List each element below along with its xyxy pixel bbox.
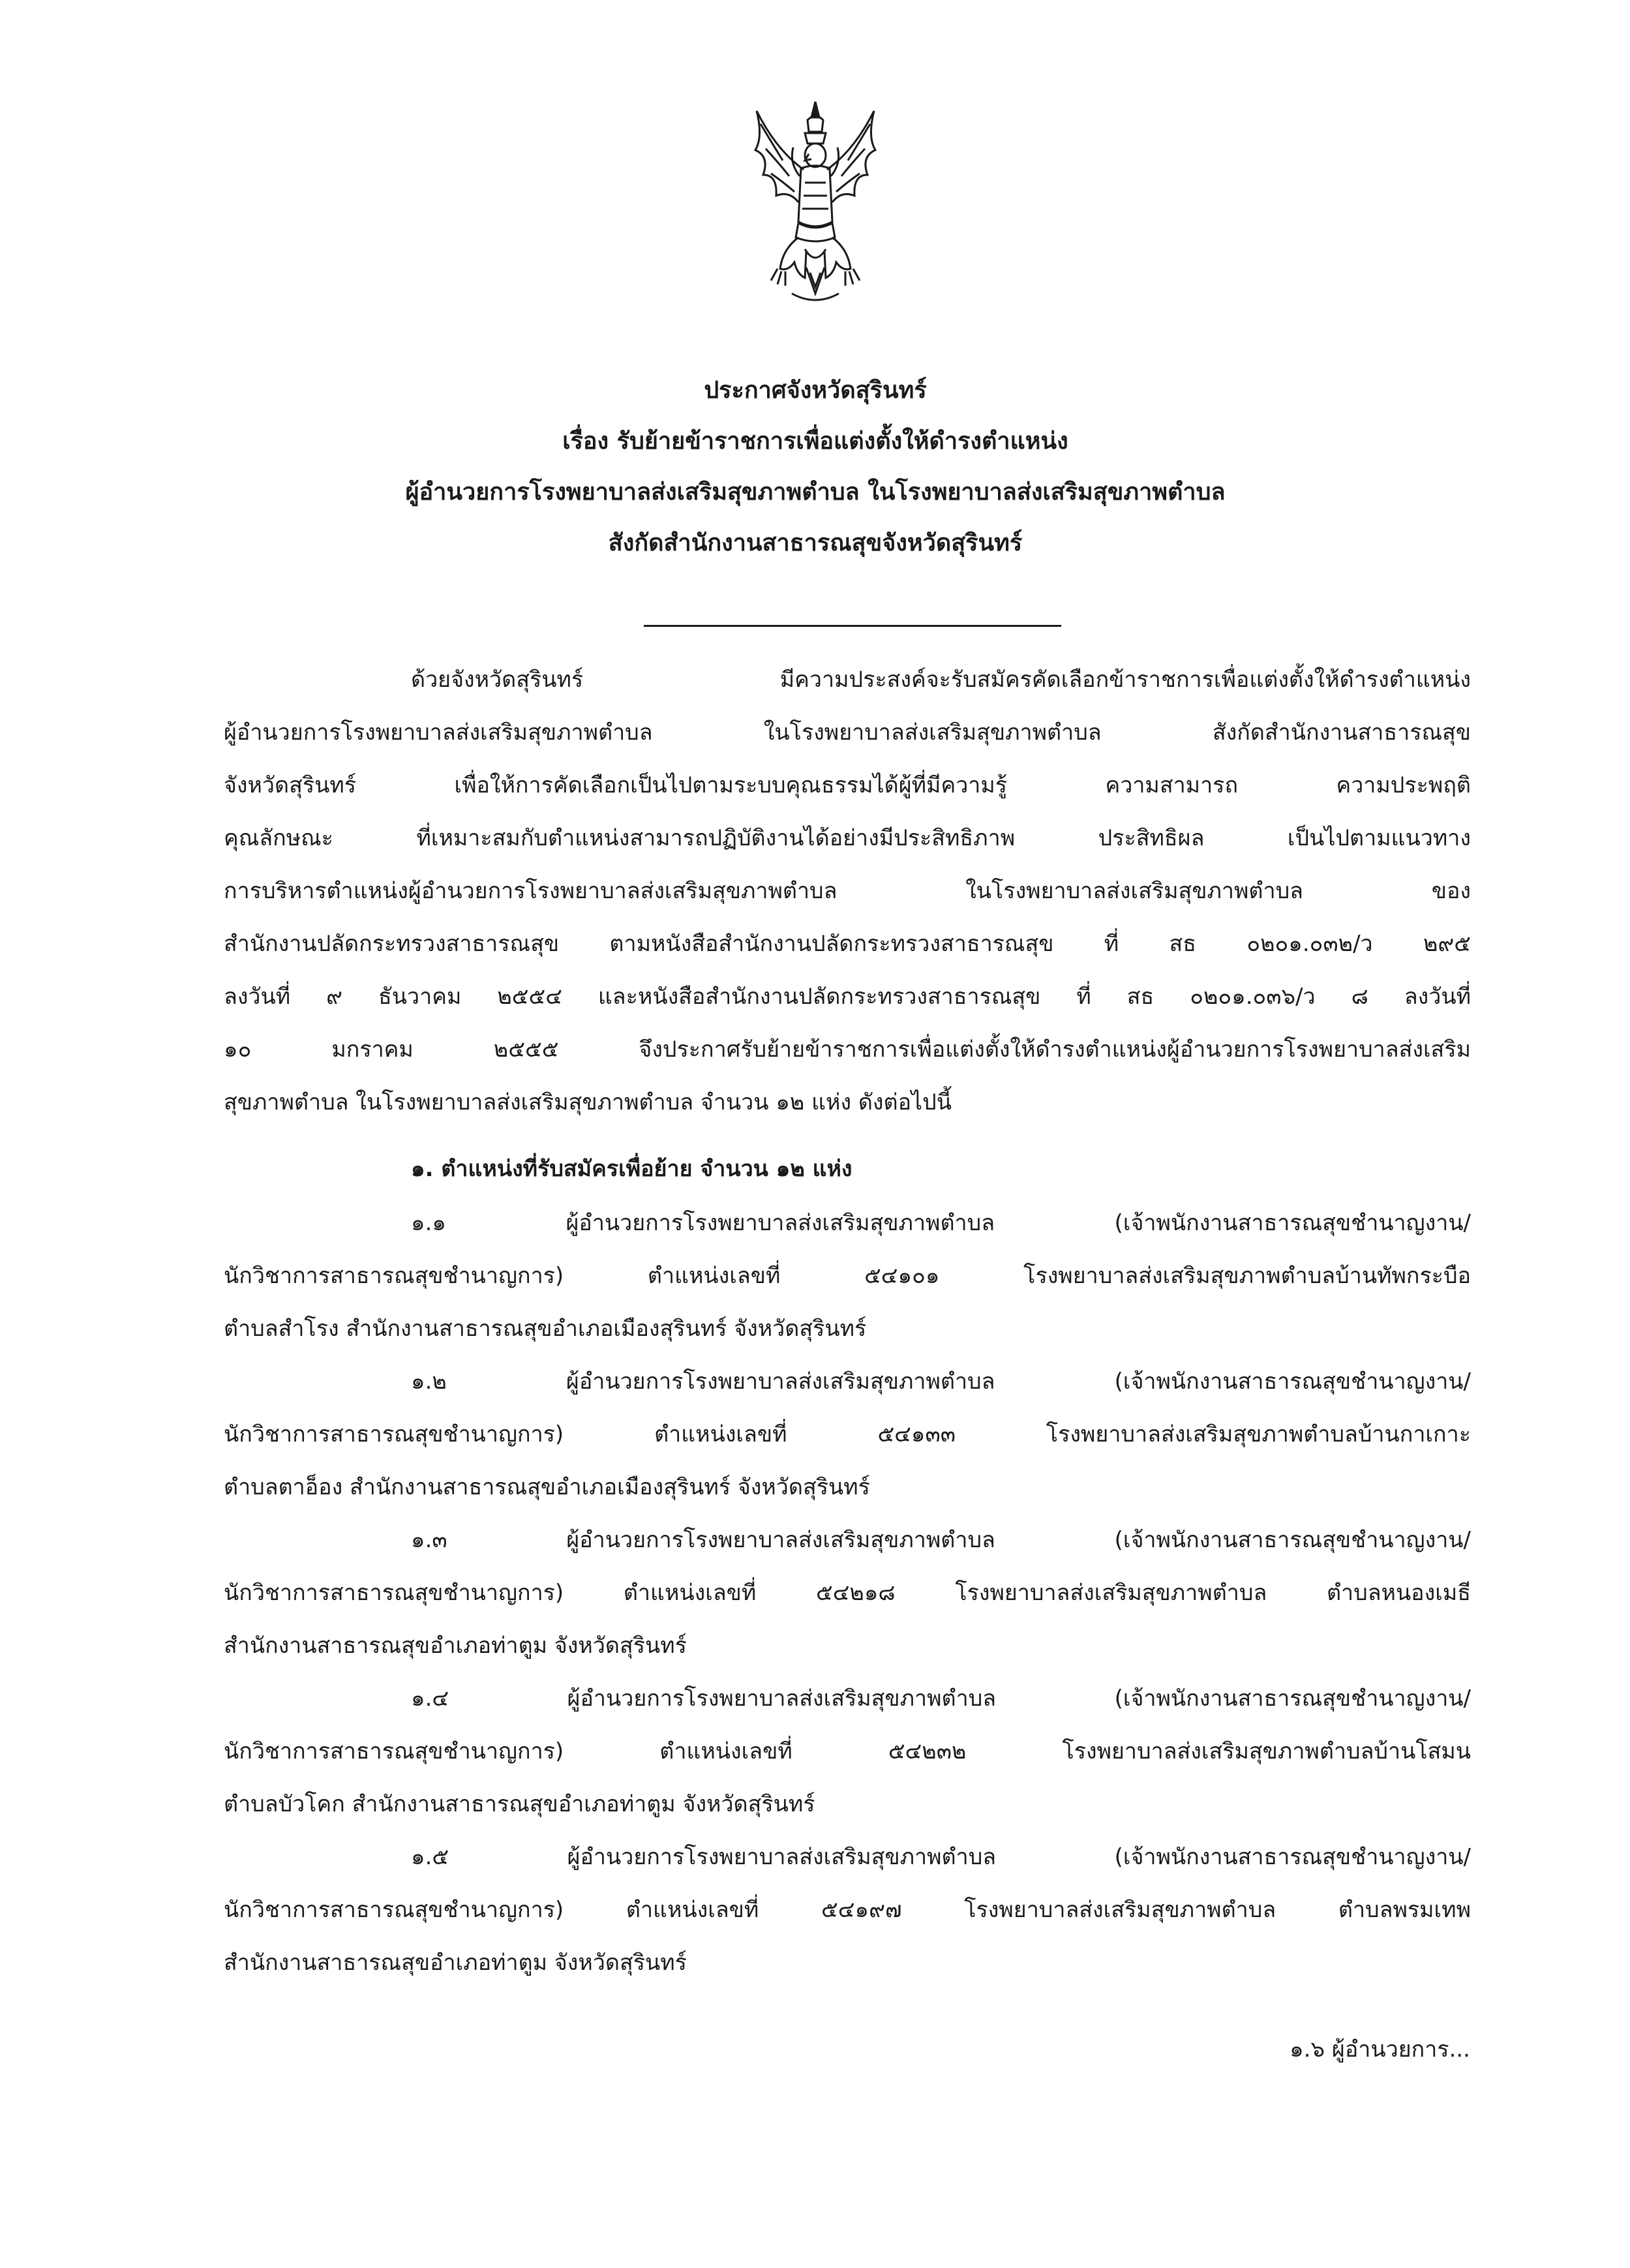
subject-line-2: ผู้อำนวยการโรงพยาบาลส่งเสริมสุขภาพตำบล ในโรงพยาบาลส่งเสริมสุขภาพตำบล (405, 479, 1226, 506)
subject-line-3: สังกัดสำนักงานสาธารณสุขจังหวัดสุรินทร์ (608, 530, 1023, 556)
title-divider (644, 625, 1061, 627)
intro-line-9: สุขภาพตำบล ในโรงพยาบาลส่งเสริมสุขภาพตำบล จำนวน ๑๒ แห่ง ดังต่อไปนี้ (224, 1089, 952, 1115)
item-1-3-line-2: นักวิชาการสาธารณสุขชำนาญการ) ตำแหน่งเลขที่ ๕๔๒๑๘ โรงพยาบาลส่งเสริมสุขภาพตำบล ตำบลหนองเมธี (224, 1580, 1471, 1606)
item-1-5-line-2: นักวิชาการสาธารณสุขชำนาญการ) ตำแหน่งเลขที่ ๕๔๑๙๗ โรงพยาบาลส่งเสริมสุขภาพตำบล ตำบลพรมเทพ (224, 1897, 1471, 1923)
item-1-4-line-1: ๑.๔ ผู้อำนวยการโรงพยาบาลส่งเสริมสุขภาพตำบล (เจ้าพนักงานสาธารณสุขชำนาญงาน/ (411, 1686, 1471, 1712)
item-1-2-line-3: ตำบลตาอ็อง สำนักงานสาธารณสุขอำเภอเมืองสุรินทร์ จังหวัดสุรินทร์ (224, 1474, 870, 1500)
item-1-1-line-2: นักวิชาการสาธารณสุขชำนาญการ) ตำแหน่งเลขที่ ๕๔๑๐๑ โรงพยาบาลส่งเสริมสุขภาพตำบลบ้านทัพกระบือ (224, 1263, 1471, 1289)
section-1-heading: ๑. ตำแหน่งที่รับสมัครเพื่อย้าย จำนวน ๑๒ แห่ง (411, 1156, 853, 1182)
intro-line-2: ผู้อำนวยการโรงพยาบาลส่งเสริมสุขภาพตำบล ในโรงพยาบาลส่งเสริมสุขภาพตำบล สังกัดสำนักงานสาธารณสุข (224, 719, 1471, 746)
item-1-2-line-2: นักวิชาการสาธารณสุขชำนาญการ) ตำแหน่งเลขที่ ๕๔๑๓๓ โรงพยาบาลส่งเสริมสุขภาพตำบลบ้านกาเกาะ (224, 1421, 1471, 1447)
intro-line-8: ๑๐ มกราคม ๒๕๕๕ จึงประกาศรับย้ายข้าราชการเพื่อแต่งตั้งให้ดำรงตำแหน่งผู้อำนวยการโรงพยาบาลส่งเสริม (224, 1036, 1471, 1063)
announcement-title: ประกาศจังหวัดสุรินทร์ (704, 377, 927, 404)
garuda-emblem-icon (737, 98, 894, 313)
subject-line-1: เรื่อง รับย้ายข้าราชการเพื่อแต่งตั้งให้ดำรงตำแหน่ง (562, 428, 1068, 455)
item-1-3-line-3: สำนักงานสาธารณสุขอำเภอท่าตูม จังหวัดสุรินทร์ (224, 1633, 687, 1659)
item-1-1-line-3: ตำบลสำโรง สำนักงานสาธารณสุขอำเภอเมืองสุรินทร์ จังหวัดสุรินทร์ (224, 1316, 867, 1342)
item-1-1-line-1: ๑.๑ ผู้อำนวยการโรงพยาบาลส่งเสริมสุขภาพตำบล (เจ้าพนักงานสาธารณสุขชำนาญงาน/ (411, 1210, 1471, 1236)
continuation-marker: ๑.๖ ผู้อำนวยการ... (1290, 2036, 1470, 2063)
intro-line-3: จังหวัดสุรินทร์ เพื่อให้การคัดเลือกเป็นไปตามระบบคุณธรรมได้ผู้ที่มีความรู้ ความสามารถ ความประพฤติ (224, 772, 1471, 798)
item-1-3-line-1: ๑.๓ ผู้อำนวยการโรงพยาบาลส่งเสริมสุขภาพตำบล (เจ้าพนักงานสาธารณสุขชำนาญงาน/ (411, 1527, 1471, 1553)
intro-line-7: ลงวันที่ ๙ ธันวาคม ๒๕๕๔ และหนังสือสำนักงานปลัดกระทรวงสาธารณสุข ที่ สธ ๐๒๐๑.๐๓๖/ว ๘ ลงวันที่ (224, 984, 1471, 1010)
item-1-5-line-1: ๑.๕ ผู้อำนวยการโรงพยาบาลส่งเสริมสุขภาพตำบล (เจ้าพนักงานสาธารณสุขชำนาญงาน/ (411, 1844, 1471, 1870)
intro-line-4: คุณลักษณะ ที่เหมาะสมกับตำแหน่งสามารถปฏิบัติงานได้อย่างมีประสิทธิภาพ ประสิทธิผล เป็นไปตามแนวทาง (224, 825, 1471, 851)
intro-line-1: ด้วยจังหวัดสุรินทร์ มีความประสงค์จะรับสมัครคัดเลือกข้าราชการเพื่อแต่งตั้งให้ดำรงตำแหน่ง (411, 667, 1471, 693)
item-1-5-line-3: สำนักงานสาธารณสุขอำเภอท่าตูม จังหวัดสุรินทร์ (224, 1950, 687, 1976)
intro-line-6: สำนักงานปลัดกระทรวงสาธารณสุข ตามหนังสือสำนักงานปลัดกระทรวงสาธารณสุข ที่ สธ ๐๒๐๑.๐๓๒/ว ๒๙๕ (224, 931, 1472, 957)
item-1-2-line-1: ๑.๒ ผู้อำนวยการโรงพยาบาลส่งเสริมสุขภาพตำบล (เจ้าพนักงานสาธารณสุขชำนาญงาน/ (411, 1368, 1471, 1395)
item-1-4-line-3: ตำบลบัวโคก สำนักงานสาธารณสุขอำเภอท่าตูม จังหวัดสุรินทร์ (224, 1791, 815, 1817)
item-1-4-line-2: นักวิชาการสาธารณสุขชำนาญการ) ตำแหน่งเลขที่ ๕๔๒๓๒ โรงพยาบาลส่งเสริมสุขภาพตำบลบ้านโสมน (224, 1738, 1471, 1764)
intro-line-5: การบริหารตำแหน่งผู้อำนวยการโรงพยาบาลส่งเสริมสุขภาพตำบล ในโรงพยาบาลส่งเสริมสุขภาพตำบล ของ (224, 878, 1471, 904)
